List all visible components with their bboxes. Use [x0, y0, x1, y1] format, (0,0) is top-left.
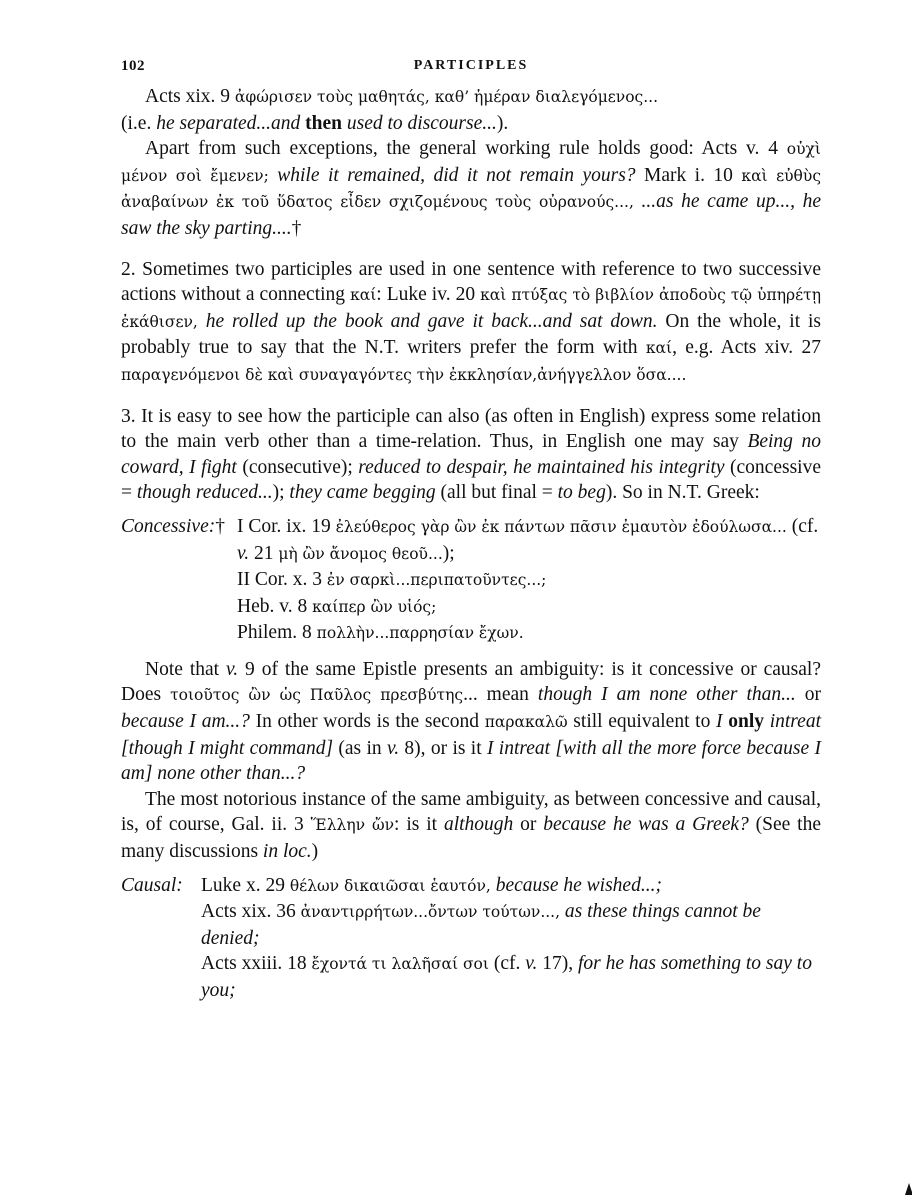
paragraph-section-2: 2. Sometimes two participles are used in one sentence with reference to two successive actions without a connecting καί: Luke iv. 20 καὶ πτύξας τὸ βιβλίον ἀποδοὺς τῷ ὑπηρέτῃ ἐκάθισεν, he rolled up the book and gave it back...and sat down. On the whole, it is probably true to say that the N.T. writers prefer the form with καί, e.g. Acts xiv. 27 παραγενόμενοι δὲ καὶ συναγαγόντες τὴν ἐκκλησίαν,ἀνήγγελλον ὅσα.... [121, 258, 821, 384]
page-number: 102 [121, 58, 145, 74]
concessive-examples: Concessive:† I Cor. ix. 19 ἐλεύθερος γὰρ ὢν ἐκ πάντων πᾶσιν ἐμαυτὸν ἐδούλωσα... (cf. v. 21 μὴ ὢν ἄνομος θεοῦ...); II Cor. x. 3 ἐν σαρκὶ...περιπατοῦντες...; Heb. v. 8 καίπερ ὢν υἱός; Philem. 8 πολλὴν...παρρησίαν ἔχων. [121, 514, 821, 647]
running-head: PARTICIPLES [413, 58, 529, 73]
concessive-line-1: I Cor. ix. 19 ἐλεύθερος γὰρ ὢν ἐκ πάντων πᾶσιν ἐμαυτὸν ἐδούλωσα... (cf. v. 21 μὴ ὢν ἄνομος θεοῦ...); [237, 515, 819, 564]
concessive-line-2: II Cor. x. 3 ἐν σαρκὶ...περιπατοῦντες...; [237, 569, 547, 591]
page-header [121, 58, 821, 84]
causal-line-1: Luke x. 29 θέλων δικαιῶσαι ἑαυτόν, because he wished...; [201, 874, 662, 896]
paragraph-general-rule: Apart from such exceptions, the general working rule holds good: Acts v. 4 οὐχὶ μένον σοὶ ἔμενεν; while it remained, did it not remain yours? Mark i. 10 καὶ εὐθὺς ἀναβαίνων ἐκ τοῦ ὕδατος εἶδεν σχιζομένους τοὺς οὐρανούς..., ...as he came up..., he saw the sky parting....† [121, 138, 822, 239]
paragraph-section-3: 3. It is easy to see how the participle can also (as often in English) express some relation to the main verb other than a time-relation. Thus, in English one may say Being no coward, I fight (consecutive); reduced to despair, he maintained his integrity (concessive = though reduced...); they came begging (all but final = to beg). So in N.T. Greek: [121, 405, 822, 504]
concessive-label: Concessive: [121, 515, 216, 537]
causal-line-2: Acts xix. 36 ἀναντιρρήτων...ὄντων τούτων..., as these things cannot be denied; [201, 901, 761, 949]
concessive-line-4: Philem. 8 πολλὴν...παρρησίαν ἔχων. [237, 622, 524, 644]
page-body [121, 58, 821, 1004]
causal-line-3: Acts xxiii. 18 ἔχοντά τι λαλῆσαί σοι (cf. v. 17), for he has something to say to you; [201, 953, 812, 1001]
paragraph-notorious-instance: The most notorious instance of the same ambiguity, as between concessive and causal, is, of course, Gal. ii. 3 Ἕλλην ὤν: is it although or because he was a Greek? (See the many discussions in loc.) [121, 788, 821, 863]
corner-mark [905, 1183, 912, 1195]
causal-examples [121, 873, 821, 1004]
causal-label: Causal: [121, 874, 183, 896]
paragraph-ambiguity: Note that v. 9 of the same Epistle presents an ambiguity: is it concessive or causal? Does τοιοῦτος ὢν ὡς Παῦλος πρεσβύτης... mean though I am none other than... or because I am...? In other words is the second παρακαλῶ still equivalent to I only intreat [though I might command] (as in v. 8), or is it I intreat [with all the more force because I am] none other than...? [121, 658, 822, 785]
paragraph-acts-xix-example: Acts xix. 9 ἀφώρισεν τοὺς μαθητάς, καθ’ ἡμέραν διαλεγόμενος... (i.e. he separated...and then used to discourse...). [121, 86, 659, 134]
concessive-line-3: Heb. v. 8 καίπερ ὢν υἱός; [237, 595, 437, 617]
